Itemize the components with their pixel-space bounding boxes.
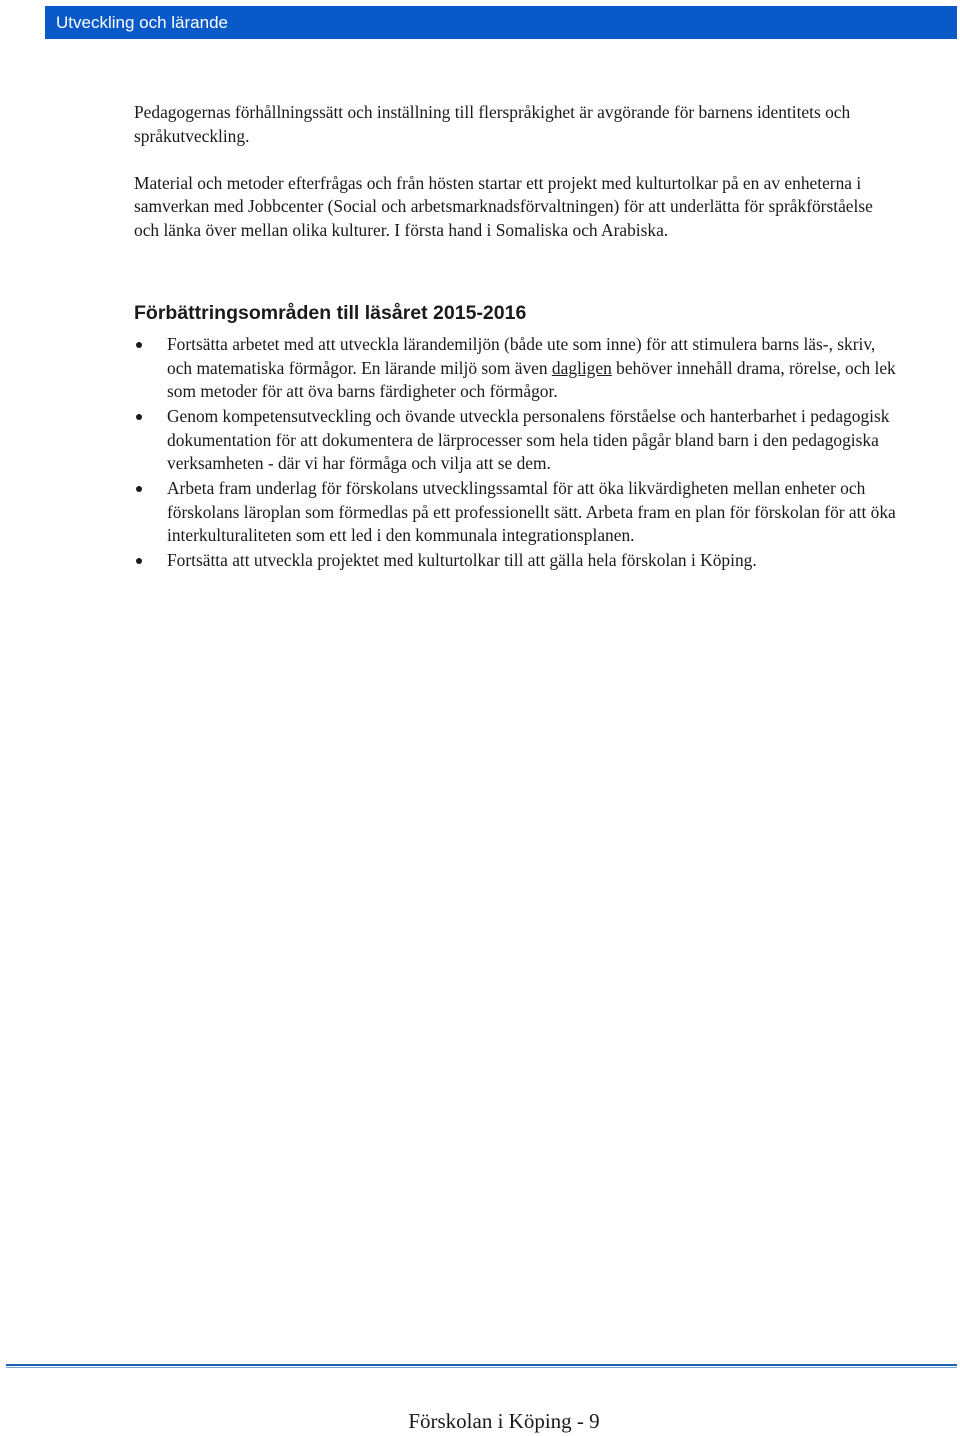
footer-divider xyxy=(6,1364,957,1368)
section-heading: Förbättringsområden till läsåret 2015-2016 xyxy=(134,302,527,324)
bullet-list xyxy=(134,333,904,574)
bullet-icon xyxy=(136,486,142,492)
underlined-text: dagligen xyxy=(551,357,612,378)
bullet-icon xyxy=(136,414,142,420)
list-item-text: Fortsätta att utveckla projektet med kulturtolkar till att gälla hela förskolan i Köping. xyxy=(167,550,757,570)
list-item-text: Fortsätta arbetet med att utveckla lärandemiljön (både ute som inne) för att stimulera barns läs-, skriv, och matematiska förmågor. En lärande miljö som även xyxy=(167,334,876,378)
footer-divider-thin xyxy=(6,1367,957,1368)
list-item xyxy=(134,549,904,573)
list-item xyxy=(134,477,904,548)
header-title: Utveckling och lärande xyxy=(56,13,228,32)
bullet-icon xyxy=(136,558,142,564)
body-text xyxy=(134,101,884,242)
header-bar xyxy=(45,6,957,39)
page-footer: Förskolan i Köping - 9 xyxy=(408,1409,600,1433)
bullet-icon xyxy=(136,342,142,348)
list-item xyxy=(134,405,904,476)
list-item-text: behöver innehåll drama, rörelse, och lek som metoder för att öva barns färdigheter och förmågor. xyxy=(167,357,896,401)
list-item-text: Arbeta fram underlag för förskolans utvecklingssamtal för att öka likvärdigheten mellan enheter och förskolans läroplan som förmedlas på ett professionellt sätt. Arbeta fram en plan för förskolan för att öka interkulturaliteten som ett led i den kommunala integrationsplanen. xyxy=(167,478,896,545)
paragraph: Material och metoder efterfrågas och från hösten startar ett projekt med kulturtolkar på en av enheterna i samverkan med Jobbcenter (Social och arbetsmarknadsförvaltningen) för att underlätta för språkförståelse och länka över mellan olika kulturer. I första hand i Somaliska och Arabiska. xyxy=(134,172,873,240)
footer-divider-thick xyxy=(6,1364,957,1366)
list-item-text: Genom kompetensutveckling och övande utveckla personalens förståelse och hanterbarhet i pedagogisk dokumentation för att dokumentera de lärprocesser som hela tiden pågår bland barn i den pedagogiska verksamheten - där vi har förmåga och vilja att se dem. xyxy=(167,406,890,473)
paragraph: Pedagogernas förhållningssätt och inställning till flerspråkighet är avgörande för barnens identitets och språkutveckling. xyxy=(134,102,851,146)
list-item xyxy=(134,333,904,404)
